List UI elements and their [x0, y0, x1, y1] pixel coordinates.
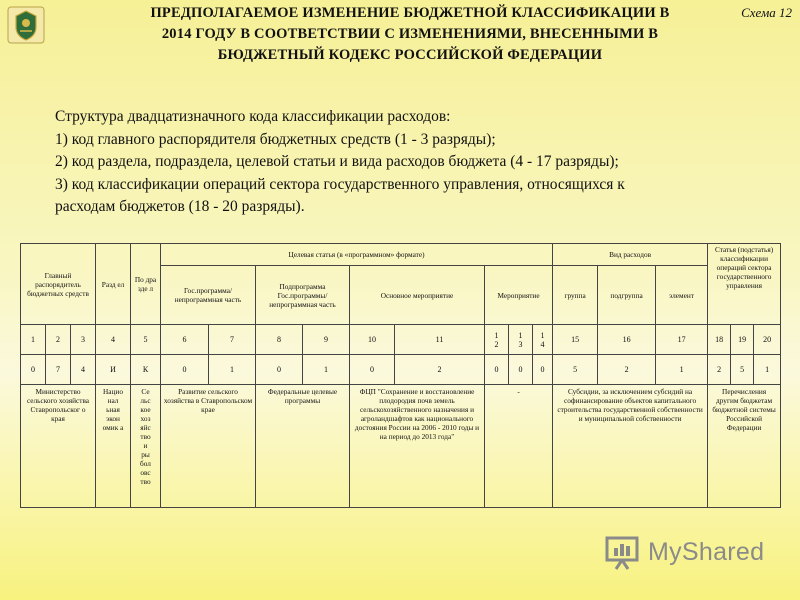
- code-cell: 7: [46, 355, 71, 385]
- desc-state-program: Развитие сельского хозяйства в Ставропольском крае: [161, 385, 256, 508]
- header-subgroup: подгруппа: [598, 266, 656, 325]
- code-value-row: [21, 355, 781, 385]
- myshared-logo: [604, 534, 774, 572]
- desc-event: -: [485, 385, 553, 508]
- header-expense-type: Вид расходов: [553, 244, 708, 266]
- header-group: группа: [553, 266, 598, 325]
- digit-cell: 18: [708, 325, 731, 355]
- intro-line: 3) код классификации операций сектора государственного управления, относящихся к: [55, 175, 625, 193]
- code-cell: К: [131, 355, 161, 385]
- code-cell: 1: [209, 355, 256, 385]
- code-cell: 0: [350, 355, 395, 385]
- code-cell: 5: [731, 355, 754, 385]
- code-cell: 1: [656, 355, 708, 385]
- digit-cell: 6: [161, 325, 209, 355]
- header-state-program: Гос.программа/ непрограммная часть: [161, 266, 256, 325]
- classification-table: [20, 243, 781, 508]
- digit-cell: 9: [303, 325, 350, 355]
- digit-cell: 15: [553, 325, 598, 355]
- title-line: 2014 ГОДУ В СООТВЕТСТВИИ С ИЗМЕНЕНИЯМИ, ВНЕСЕННЫМИ В: [161, 26, 659, 42]
- digit-cell: 20: [754, 325, 781, 355]
- code-cell: И: [96, 355, 131, 385]
- digit-cell: 7: [209, 325, 256, 355]
- description-row: [21, 385, 781, 508]
- digit-cell: 4: [96, 325, 131, 355]
- header-sgu-article: Статья (подстатья) классификации операций сектора государственного управления: [708, 244, 781, 325]
- digit-cell: 16: [598, 325, 656, 355]
- code-cell: 0: [161, 355, 209, 385]
- header-element: элемент: [656, 266, 708, 325]
- desc-expense-type: Субсидии, за исключением субсидий на софинансирование объектов капитального строительства государственной собственности и муниципальной собственности: [553, 385, 708, 508]
- desc-subsection: [131, 385, 161, 508]
- intro-line: Структура двадцатизначного кода классификации расходов:: [55, 108, 451, 125]
- digit-stacked: 12: [494, 330, 499, 349]
- header-main-event: Основное мероприятие: [350, 266, 485, 325]
- header-main-manager: Главный распорядитель бюджетных средств: [21, 244, 96, 325]
- desc-subprogram: Федеральные целевые программы: [256, 385, 350, 508]
- digit-number-row: [21, 325, 781, 355]
- digit-cell: 5: [131, 325, 161, 355]
- header-event: Мероприятие: [485, 266, 553, 325]
- code-cell: 0: [256, 355, 303, 385]
- header-section: Разд ел: [96, 244, 131, 325]
- digit-cell: 19: [731, 325, 754, 355]
- scheme-label: Схема 12: [741, 5, 792, 20]
- code-cell: 0: [485, 355, 509, 385]
- digit-cell: 1: [21, 325, 46, 355]
- digit-stacked: 14: [540, 330, 545, 349]
- logo-text: MyShared: [648, 538, 765, 566]
- digit-stacked: 13: [518, 330, 523, 349]
- digit-cell: [509, 325, 533, 355]
- code-cell: 0: [509, 355, 533, 385]
- code-cell: 1: [754, 355, 781, 385]
- title-line: БЮДЖЕТНЫЙ КОДЕКС РОССИЙСКОЙ ФЕДЕРАЦИИ: [217, 47, 603, 63]
- code-cell: 1: [303, 355, 350, 385]
- digit-cell: [533, 325, 553, 355]
- header-subsection: По дра зде л: [131, 244, 161, 325]
- digit-cell: 10: [350, 325, 395, 355]
- coat-of-arms-emblem: [6, 5, 46, 45]
- digit-cell: 17: [656, 325, 708, 355]
- desc-section-text: Нацио нал ьная экон омик а: [102, 387, 124, 432]
- code-cell: 2: [395, 355, 485, 385]
- page-title: [90, 3, 730, 66]
- code-cell: 4: [71, 355, 96, 385]
- digit-cell: [485, 325, 509, 355]
- digit-cell: 2: [46, 325, 71, 355]
- digit-cell: 11: [395, 325, 485, 355]
- desc-manager: Министерство сельского хозяйства Ставропольског о края: [21, 385, 96, 508]
- desc-section: [96, 385, 131, 508]
- digit-cell: 3: [71, 325, 96, 355]
- code-cell: 2: [598, 355, 656, 385]
- desc-sgu-article: Перечисления другим бюджетам бюджетной системы Российской Федерации: [708, 385, 781, 508]
- code-cell: 0: [533, 355, 553, 385]
- intro-line: 1) код главного распорядителя бюджетных средств (1 - 3 разряды);: [55, 130, 496, 148]
- header-target-article: Целевая статья (в «программном» формате): [161, 244, 553, 266]
- intro-line: расходам бюджетов (18 - 20 разряды).: [55, 198, 305, 215]
- code-structure-description: [55, 106, 765, 219]
- header-subprogram: Подпрограмма Гос.программы/ непрограммная часть: [256, 266, 350, 325]
- desc-main-event: ФЦП "Сохранение и восстановление плодородия почв земель сельскохозяйственного назначения и агроландшафтов как национального достояния России на 2006 - 2010 годы и на период до 2013 года": [350, 385, 485, 508]
- digit-cell: 8: [256, 325, 303, 355]
- code-cell: 2: [708, 355, 731, 385]
- presentation-board-icon: [604, 534, 642, 570]
- title-line: ПРЕДПОЛАГАЕМОЕ ИЗМЕНЕНИЕ БЮДЖЕТНОЙ КЛАССИФИКАЦИИ В: [150, 5, 670, 21]
- code-cell: 0: [21, 355, 46, 385]
- desc-subsection-text: Се льс кое хоз яйс тво и ры бол овс тво: [140, 387, 151, 486]
- code-cell: 5: [553, 355, 598, 385]
- intro-line: 2) код раздела, подраздела, целевой статьи и вида расходов бюджета (4 - 17 разряды);: [55, 153, 619, 170]
